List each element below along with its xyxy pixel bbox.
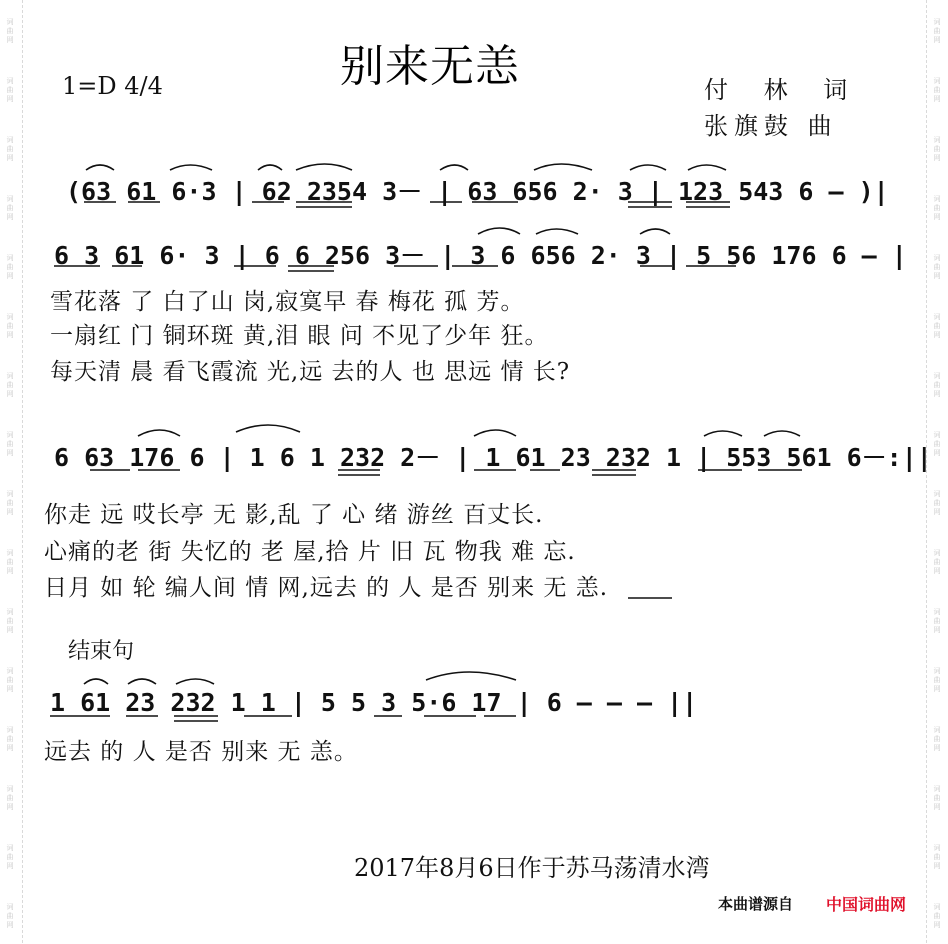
watermark-text: 词 曲 网 — [933, 903, 941, 929]
watermark-text: 词 曲 网 — [6, 844, 14, 870]
source-label: 本曲谱源自 — [718, 895, 794, 913]
watermark-text: 词 曲 网 — [6, 608, 14, 634]
coda-notes: 1 61 23 232 1 1 | 5 5 3 5·6 17 | 6 — — — || — [50, 688, 698, 717]
source-site-link[interactable]: 中国词曲网 — [826, 895, 907, 914]
intro-notes: (63 61 6·3 | 62 2354 3－ | 63 656 2· 3 | 123 543 6 — )| — [66, 177, 889, 206]
verse-lyric-line-2: 一扇红 门 铜环斑 黄,泪 眼 问 不见了少年 狂。 — [50, 323, 549, 349]
intro-slurs — [86, 164, 726, 170]
watermark-text: 词 曲 网 — [933, 195, 941, 221]
left-page-border — [22, 0, 24, 943]
verse-slurs — [478, 228, 670, 234]
watermark-text: 词 曲 网 — [933, 844, 941, 870]
composer-credit: 张旗鼓 曲 — [704, 112, 838, 140]
chorus-lyric-line-1: 你走 远 哎长亭 无 影,乱 了 心 绪 游丝 百丈长. — [44, 502, 544, 528]
verse-notes: 6 3 61 6· 3 | 6 6 256 3－ | 3 6 656 2· 3 | 5 56 176 6 — | — [54, 241, 907, 270]
watermark-text: 词 曲 网 — [933, 667, 941, 693]
watermark-text: 词 曲 网 — [6, 726, 14, 752]
watermark-text: 词 曲 网 — [6, 313, 14, 339]
watermark-text: 词 曲 网 — [6, 372, 14, 398]
key-signature: 1=D 4/4 — [62, 72, 163, 100]
watermark-text: 词 曲 网 — [933, 372, 941, 398]
watermark-text: 词 曲 网 — [933, 136, 941, 162]
watermark-column-left — [3, 0, 17, 944]
chorus-notes: 6 63 176 6 | 1 6 1 232 2－ | 1 61 23 232 1 | 553 561 6－:|| — [54, 443, 932, 472]
watermark-text: 词 曲 网 — [6, 195, 14, 221]
watermark-text: 词 曲 网 — [933, 77, 941, 103]
watermark-text: 词 曲 网 — [933, 549, 941, 575]
coda-label: 结束句 — [68, 639, 135, 664]
watermark-text: 词 曲 网 — [933, 608, 941, 634]
watermark-text: 词 曲 网 — [933, 785, 941, 811]
watermark-text: 词 曲 网 — [6, 18, 14, 44]
watermark-text: 词 曲 网 — [933, 490, 941, 516]
watermark-text: 词 曲 网 — [933, 254, 941, 280]
watermark-text: 词 曲 网 — [6, 667, 14, 693]
watermark-text: 词 曲 网 — [6, 77, 14, 103]
chorus-slurs — [138, 425, 800, 436]
watermark-text: 词 曲 网 — [933, 431, 941, 457]
watermark-column-right — [930, 0, 944, 944]
watermark-text: 词 曲 网 — [6, 903, 14, 929]
verse-lyric-line-1: 雪花落 了 白了山 岗,寂寞早 春 梅花 孤 芳。 — [50, 289, 525, 315]
lyricist-credit: 付 林 词 — [704, 76, 862, 104]
watermark-text: 词 曲 网 — [933, 313, 941, 339]
watermark-text: 词 曲 网 — [933, 18, 941, 44]
watermark-text: 词 曲 网 — [6, 431, 14, 457]
watermark-text: 词 曲 网 — [6, 490, 14, 516]
chorus-lyric-line-2: 心痛的老 街 失忆的 老 屋,拾 片 旧 瓦 物我 难 忘. — [44, 539, 576, 565]
song-title: 别来无恙 — [340, 41, 520, 92]
watermark-text: 词 曲 网 — [6, 549, 14, 575]
watermark-text: 词 曲 网 — [6, 136, 14, 162]
watermark-text: 词 曲 网 — [933, 726, 941, 752]
coda-slurs — [84, 672, 516, 684]
verse-lyric-line-3: 每天清 晨 看飞霞流 光,远 去的人 也 思远 情 长? — [50, 359, 571, 385]
chorus-lyric-line-3: 日月 如 轮 编人间 情 网,远去 的 人 是否 别来 无 恙. — [44, 575, 609, 601]
coda-lyrics: 远去 的 人 是否 别来 无 恙。 — [44, 739, 358, 765]
watermark-text: 词 曲 网 — [6, 785, 14, 811]
watermark-text: 词 曲 网 — [6, 254, 14, 280]
composition-date-note: 2017年8月6日作于苏马荡清水湾 — [354, 854, 710, 882]
